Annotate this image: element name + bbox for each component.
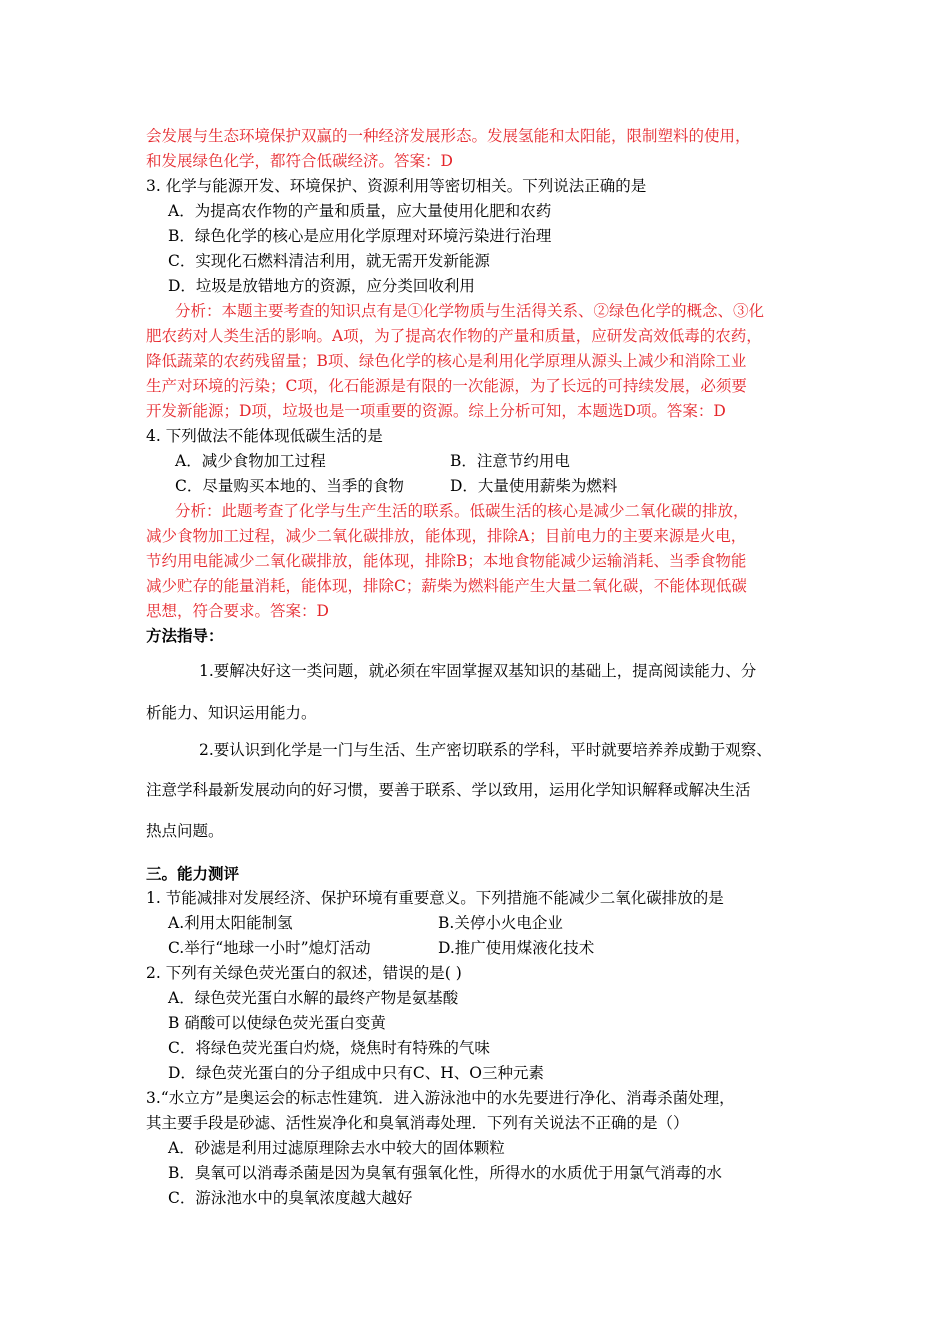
option-a: A．减少食物加工过程 [175,452,326,470]
method-paragraph-line: 1.要解决好这一类问题，就必须在牢固掌握双基知识的基础上，提高阅读能力、分 [199,662,757,680]
method-paragraph-line: 2.要认识到化学是一门与生活、生产密切联系的学科，平时就要培养养成勤于观察、 [199,741,772,759]
option-b: B．注意节约用电 [450,452,570,470]
question-stem: 其主要手段是砂滤、活性炭净化和臭氧消毒处理．下列有关说法不正确的是（） [146,1114,689,1132]
analysis-line: 减少贮存的能量消耗，能体现，排除C；薪柴为燃料能产生大量二氧化碳，不能体现低碳 [146,577,747,595]
option-d: D.推广使用煤液化技术 [438,939,595,957]
option-d: D．垃圾是放错地方的资源，应分类回收利用 [168,277,475,295]
option-c: C．尽量购买本地的、当季的食物 [175,477,404,495]
option-c: C．实现化石燃料清洁利用，就无需开发新能源 [168,252,490,270]
analysis-continuation-line: 和发展绿色化学，都符合低碳经济。答案：D [146,152,453,170]
analysis-line: 分析：此题考查了化学与生产生活的联系。低碳生活的核心是减少二氧化碳的排放， [175,502,749,520]
question-stem: 4. 下列做法不能体现低碳生活的是 [146,427,383,445]
option-b: B．绿色化学的核心是应用化学原理对环境污染进行治理 [168,227,552,245]
analysis-line: 开发新能源；D项，垃圾也是一项重要的资源。综上分析可知，本题选D项。答案：D [146,402,726,420]
option-b: B．臭氧可以消毒杀菌是因为臭氧有强氧化性，所得水的水质优于用氯气消毒的水 [168,1164,722,1182]
option-d: D．大量使用薪柴为燃料 [450,477,618,495]
analysis-line: 思想，符合要求。答案：D [146,602,329,620]
option-d: D．绿色荧光蛋白的分子组成中只有C、H、O三种元素 [168,1064,545,1082]
analysis-line: 生产对环境的污染；C项，化石能源是有限的一次能源，为了长远的可持续发展，必须要 [146,377,747,395]
question-stem: 3. 化学与能源开发、环境保护、资源利用等密切相关。下列说法正确的是 [146,177,647,195]
question-stem: 1. 节能减排对发展经济、保护环境有重要意义。下列措施不能减少二氧化碳排放的是 [146,889,724,907]
analysis-line: 减少食物加工过程，减少二氧化碳排放，能体现，排除A；目前电力的主要来源是火电， [146,527,747,545]
question-stem: 2. 下列有关绿色荧光蛋白的叙述，错误的是( ) [146,964,462,982]
analysis-line: 降低蔬菜的农药残留量；B项、绿色化学的核心是利用化学原理从源头上减少和消除工业 [146,352,747,370]
analysis-line: 分析：本题主要考查的知识点有是①化学物质与生活得关系、②绿色化学的概念、③化 [175,302,765,320]
option-b: B.关停小火电企业 [438,914,563,932]
question-stem: 3.“水立方”是奥运会的标志性建筑．进入游泳池中的水先要进行净化、消毒杀菌处理， [146,1089,735,1107]
option-a: A.利用太阳能制氢 [168,914,293,932]
analysis-line: 节约用电能减少二氧化碳排放，能体现，排除B；本地食物能减少运输消耗、当季食物能 [146,552,747,570]
method-paragraph-line: 热点问题。 [146,822,224,840]
section-title: 三。能力测评 [146,864,240,883]
option-a: A．为提高农作物的产量和质量，应大量使用化肥和农药 [168,202,552,220]
method-paragraph-line: 析能力、知识运用能力。 [146,704,317,722]
method-title: 方法指导： [146,626,224,645]
option-c: C.举行“地球一小时”熄灯活动 [168,939,371,957]
option-a: A．绿色荧光蛋白水解的最终产物是氨基酸 [168,989,459,1007]
option-c: C．将绿色荧光蛋白灼烧，烧焦时有特殊的气味 [168,1039,490,1057]
option-a: A．砂滤是利用过滤原理除去水中较大的固体颗粒 [168,1139,505,1157]
analysis-continuation-line: 会发展与生态环境保护双赢的一种经济发展形态。发展氢能和太阳能，限制塑料的使用， [146,127,751,145]
option-b: B 硝酸可以使绿色荧光蛋白变黄 [168,1014,386,1032]
analysis-line: 肥农药对人类生活的影响。A项，为了提高农作物的产量和质量，应研发高效低毒的农药， [146,327,762,345]
method-paragraph-line: 注意学科最新发展动向的好习惯，要善于联系、学以致用，运用化学知识解释或解决生活 [146,781,751,799]
option-c: C．游泳池水中的臭氧浓度越大越好 [168,1189,413,1207]
